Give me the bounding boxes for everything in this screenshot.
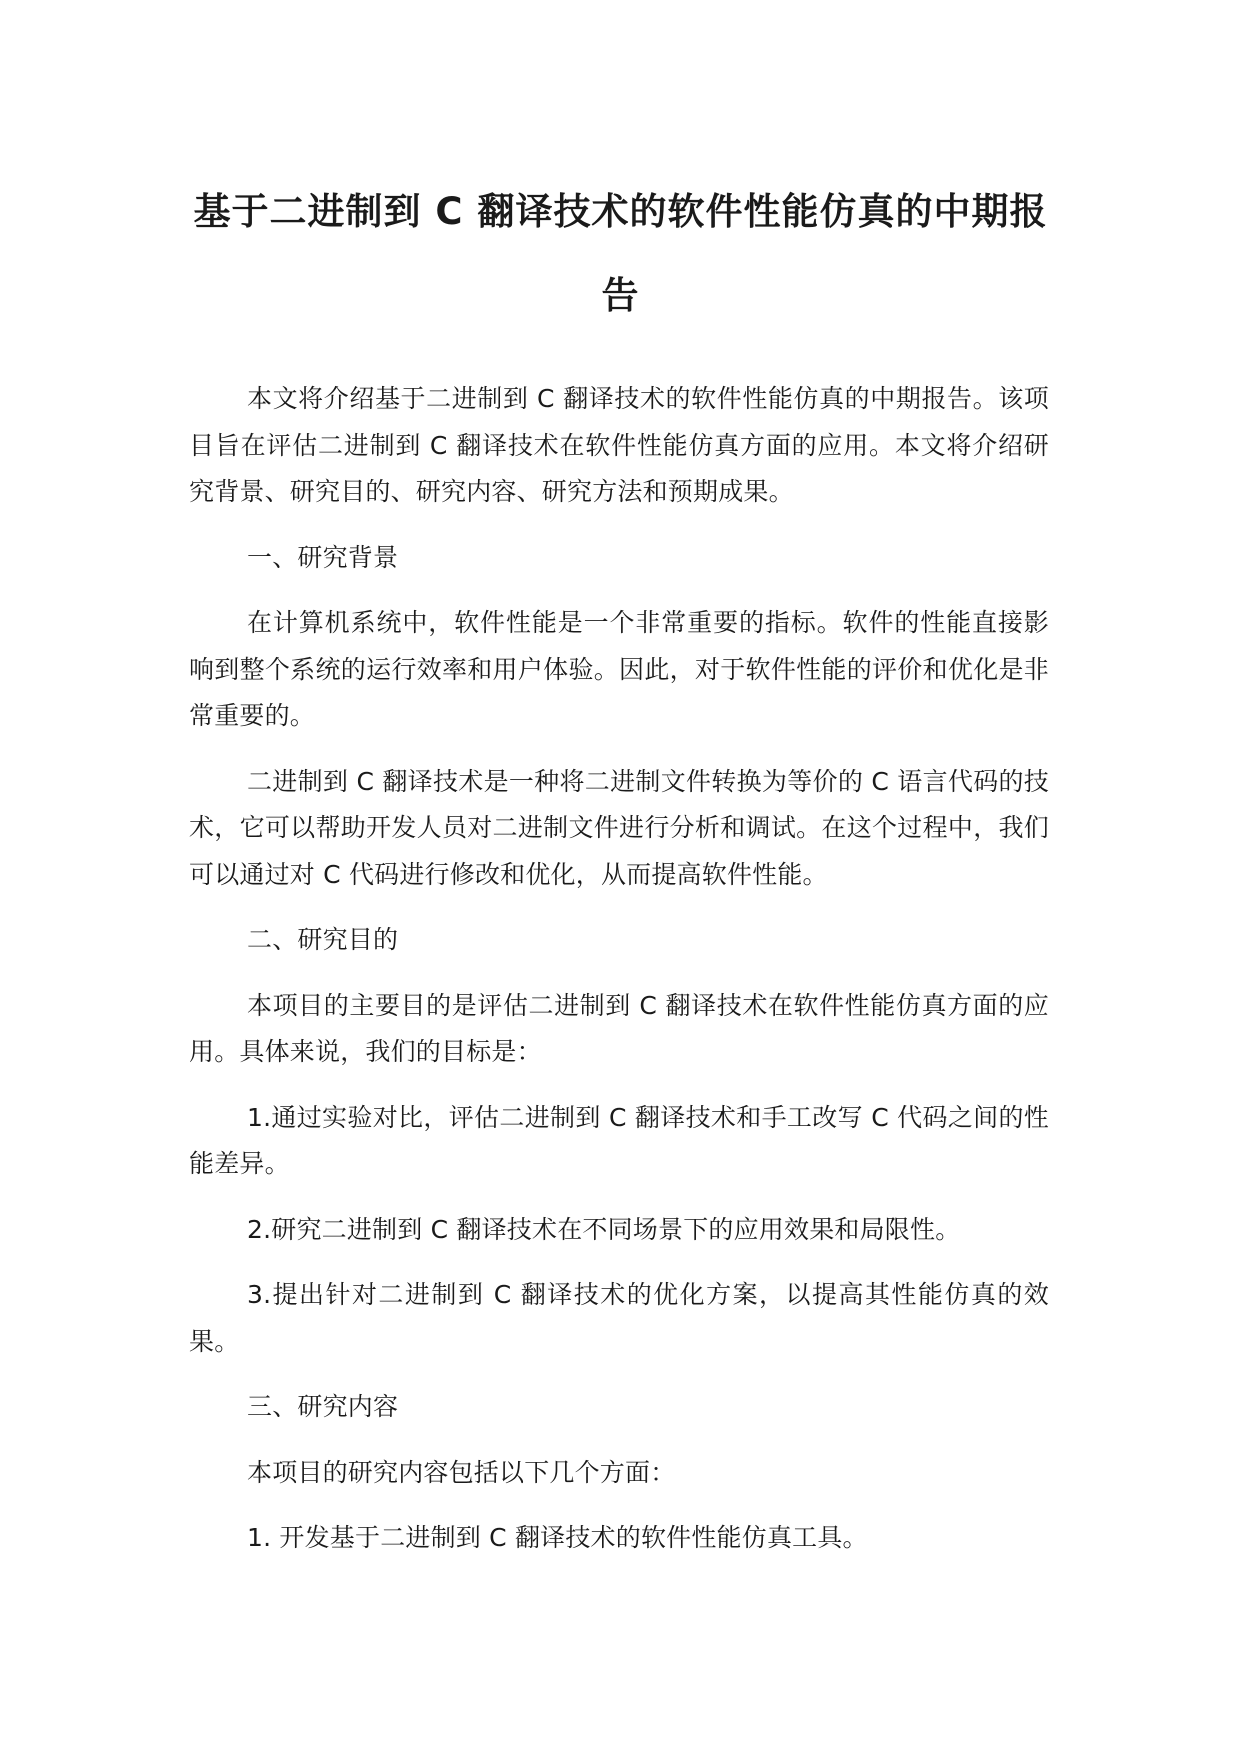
- document-title: 基于二进制到 C 翻译技术的软件性能仿真的中期报告: [193, 190, 1048, 317]
- paragraph-content: 本项目的研究内容包括以下几个方面：: [247, 1457, 676, 1487]
- list-item-purpose-3: 3.提出针对二进制到 C 翻译技术的优化方案，以提高其性能仿真的效果。: [189, 1280, 1049, 1356]
- paragraph-purpose: 本项目的主要目的是评估二进制到 C 翻译技术在软件性能仿真方面的应用。具体来说，我们的目标是：: [189, 990, 1049, 1066]
- paragraph-background-1: 在计算机系统中，软件性能是一个非常重要的指标。软件的性能直接影响到整个系统的运行效率和用户体验。因此，对于软件性能的评价和优化是非常重要的。: [189, 608, 1049, 730]
- list-item-content-1: 1. 开发基于二进制到 C 翻译技术的软件性能仿真工具。: [247, 1523, 868, 1552]
- paragraph-intro: 本文将介绍基于二进制到 C 翻译技术的软件性能仿真的中期报告。该项目旨在评估二进制到 C 翻译技术在软件性能仿真方面的应用。本文将介绍研究背景、研究目的、研究内容、研究方法和预期成果。: [189, 384, 1049, 506]
- section-heading-background: 一、研究背景: [247, 542, 399, 572]
- list-item-purpose-1: 1.通过实验对比，评估二进制到 C 翻译技术和手工改写 C 代码之间的性能差异。: [189, 1102, 1049, 1178]
- document-body: [189, 376, 1049, 1581]
- paragraph-background-2: 二进制到 C 翻译技术是一种将二进制文件转换为等价的 C 语言代码的技术，它可以帮助开发人员对二进制文件进行分析和调试。在这个过程中，我们可以通过对 C 代码进行修改和优化，从而提高软件性能。: [189, 766, 1049, 889]
- list-item-purpose-2: 2.研究二进制到 C 翻译技术在不同场景下的应用效果和局限性。: [247, 1214, 961, 1244]
- section-heading-purpose: 二、研究目的: [247, 925, 399, 954]
- section-heading-content: 三、研究内容: [247, 1392, 399, 1421]
